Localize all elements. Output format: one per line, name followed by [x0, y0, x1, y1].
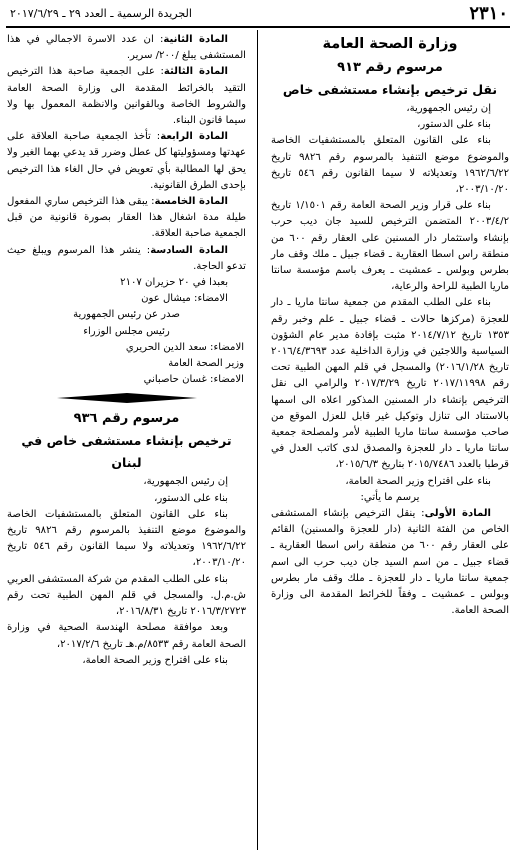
- pm-title: رئيس مجلس الوزراء: [83, 325, 170, 337]
- signature-pm: الامضاء: سعد الدين الحريري: [125, 341, 244, 353]
- decree2-number: مرسوم رقم ٩٣٦: [73, 411, 180, 427]
- journal-info: الجريدة الرسمية ـ العدد ٢٩ ـ ٢٠١٧/٦/٢٩: [10, 7, 192, 20]
- minister-title: وزير الصحة العامة: [168, 358, 244, 370]
- decree2-recital-proposal: بناء على اقتراح وزير الصحة العامة،: [82, 654, 228, 666]
- intro-president: إن رئيس الجمهورية،: [406, 103, 491, 114]
- article-6-label: المادة السادسة: [150, 244, 228, 256]
- ministry-heading: وزارة الصحة العامة: [322, 36, 458, 52]
- recital-proposal: بناء على اقتراح وزير الصحة العامة،: [345, 475, 491, 487]
- issued-by: صدر عن رئيس الجمهورية: [73, 309, 180, 321]
- article-1-text: : ينقل الترخيص بإنشاء المستشفى الخاص من الفئة الثانية (دار للعجزة والمسنين) القائم على العقار رقم ٦٠٠ من منطقة راس اسطا العقارية ـ قضاء جبيل ـ من اسم السيد جان ديب حرب الى اسم جمعية سانتا ماريا ـ دار للعجزة ـ ملك وقف مار بطرس وبولس ـ عمشيت ـ وفقاً للخرائط المقدمة الى وزارة الصحة العامة.: [271, 508, 509, 617]
- decree-title: نقل ترخيص بإنشاء مستشفى خاص: [282, 82, 498, 97]
- page-header: [0, 0, 516, 27]
- article-1: [271, 506, 509, 619]
- decree-enactment: يرسم ما يأتي:: [360, 491, 420, 503]
- decree2-recital-request: بناء على الطلب المقدم من شركة المستشفى العربي ش.م.ل. والمسجل في قلم المهن الطبية تحت رقم ٢٠١٦/٣/٢٧٢٣ تاريخ ٢٠١٦/٨/٣١،: [7, 573, 246, 618]
- section-separator: [7, 390, 246, 406]
- intro-constitution: بناء على الدستور،: [417, 119, 491, 131]
- recital-law: بناء على القانون المتعلق بالمستشفيات الخاصة والموضوع موضع التنفيذ بالمرسوم رقم ٩٨٢٦ تاريخ ١٩٦٢/٦/٢٢ وتعديلاته لا سيما القانون رقم ٥٤٦ تاريخ ٢٠٠٣/١٠/٢٠،: [271, 135, 509, 196]
- left-column: [7, 32, 246, 669]
- article-4: [7, 129, 246, 194]
- article-1-label: المادة الأولى: [424, 508, 492, 520]
- decree2-title: ترخيص بإنشاء مستشفى خاص في لبنان: [21, 433, 232, 471]
- article-3-label: المادة الثالثة: [163, 66, 228, 78]
- decree-number: مرسوم رقم ٩١٣: [337, 60, 443, 75]
- recital-ministerial-decision: بناء على قرار وزير الصحة العامة رقم ١/١٥٠١ تاريخ ٢٠٠٣/٤/٢ المتضمن الترخيص للسيد جان ديب حرب بإنشاء واستثمار دار المسنين على العقار رقم ٦٠٠ من منطقة راس اسطا العقارية ـ قضاء جبيل ـ ملك وقف مار بطرس وبولس ـ عمشيت ـ يعرف باسم مؤسسة سانتا ماريا الطبية للراحة والرعاية،: [271, 200, 509, 293]
- article-5: [7, 194, 246, 243]
- article-6: [7, 243, 246, 275]
- article-2-text: : ان عدد الاسرة الاجمالي في هذا المستشفى يبلغ /٢٠٠/ سرير.: [7, 34, 246, 62]
- article-2-label: المادة الثانية: [163, 34, 228, 45]
- article-3-text: : على الجمعية صاحبة هذا الترخيص التقيد بالخرائط المقدمة الى وزارة الصحة العامة والشروط الخاصة وبالقوانين والانظمة المعمول بها ولا سيما قانون البناء.: [7, 66, 246, 127]
- article-2: [7, 32, 246, 64]
- decree2-intro-constitution: بناء على الدستور،: [154, 492, 228, 504]
- column-divider: [257, 30, 258, 850]
- separator-ornament: [57, 393, 197, 403]
- date-line: بعبدا في ٢٠ حزيران ٢١٠٧: [120, 277, 228, 289]
- article-6-text: : ينشر هذا المرسوم ويبلغ حيث تدعو الحاجة.: [7, 244, 246, 272]
- page-number: ٢٣١٠: [469, 3, 508, 24]
- article-5-label: المادة الخامسة: [154, 196, 229, 208]
- article-4-label: المادة الرابعة: [160, 131, 228, 143]
- article-4-text: : تأخذ الجمعية صاحبة العلاقة على عهدتها ومسؤوليتها كل عطل وضرر قد يدعي بهما الغير ولا يحق لها المطالبة بأي تعويض في حال الغاء هذا الترخيص بإحدى الطرق القانونية.: [7, 131, 246, 191]
- article-3: [7, 64, 246, 129]
- decree2-recital-approval: وبعد موافقة مصلحة الهندسة الصحية في وزارة الصحة العامة رقم ٨٥٣٣/م.هـ تاريخ ٢٠١٧/٢/٦،: [7, 622, 246, 650]
- signature-minister: الامضاء: غسان حاصباني: [143, 374, 244, 386]
- signature-president: الامضاء: ميشال عون: [141, 293, 228, 305]
- decree2-recital-law: بناء على القانون المتعلق بالمستشفيات الخاصة والموضوع موضع التنفيذ بالمرسوم رقم ٩٨٢٦ تاريخ ١٩٦٢/٦/٢٢ وتعديلاته ولا سيما القانون رقم ٥٤٦ تاريخ ٢٠٠٣/١٠/٢٠،: [7, 508, 247, 569]
- recital-request: بناء على الطلب المقدم من جمعية سانتا ماريا ـ دار للعجزة (مركزها حالات ـ قضاء جبيل ـ علم وخبر رقم ١٣٥٣ تاريخ ٢٠١٤/٧/١٢ مثبت بإفادة مدير عام الشؤون السياسية واللاجئين في وزارة الداخلية عدد ٢٠١٦/٤/٣٦٩٣ تاريخ ٢٠١٦/١/٢٨) والمسجل في قلم المهن الطبية تحت رقم ٢٠١٧/١١٩٩٨ تاريخ ٢٠١٧/٣/٢٩ والرامي الى نقل الترخيص بإنشاء دار المسنين المذكور اعلاه الى اسمها بالاستناد الى تنازل وتوكيل غير قابل للعزل الموقع من صاحب مؤسسة سانتا ماريا الطبية لأمر ولمصلحة جمعية سانتا ماريا ـ دار للعجزة والمصدق لدى كاتب العدل في قرطبا بالعدد ٢٠١٥/٧٤٨٦ بتاريخ ٢٠١٥/٦/٣،: [271, 297, 509, 471]
- decree2-intro-president: إن رئيس الجمهورية،: [143, 476, 228, 488]
- article-5-text: : يبقى هذا الترخيص ساري المفعول طيلة مدة اشغال هذا العقار بصورة قانونية من قبل الجمعية صاحبة العلاقة.: [7, 196, 246, 240]
- right-column: [271, 32, 509, 620]
- header-rule: [6, 26, 510, 28]
